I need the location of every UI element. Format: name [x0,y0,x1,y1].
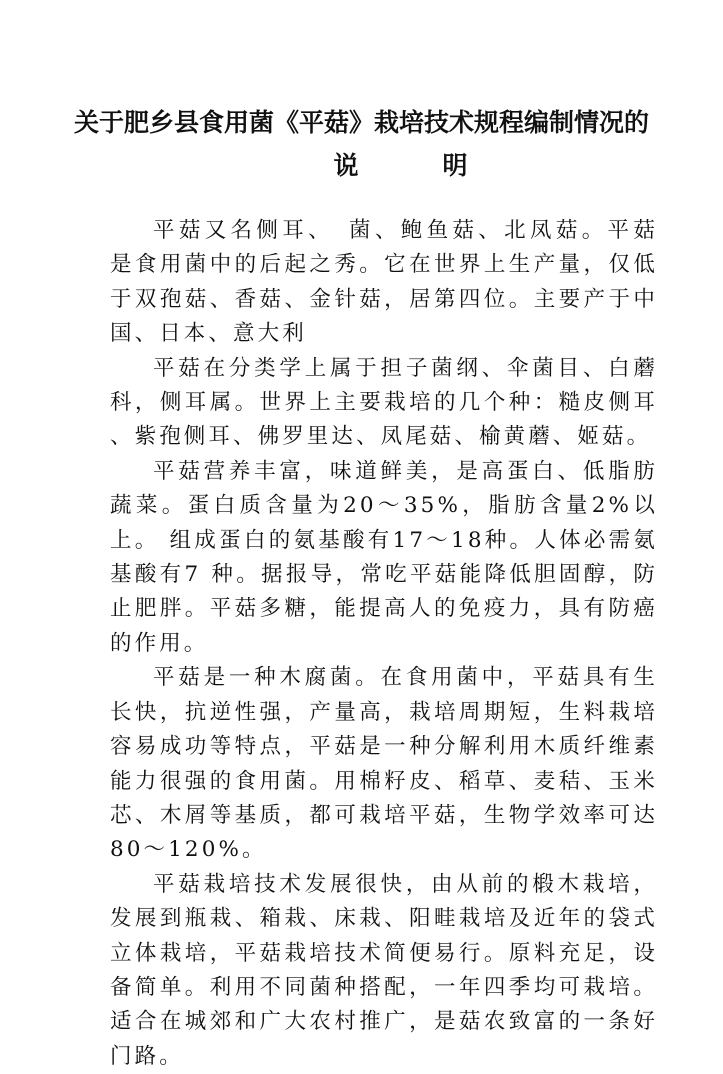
document-body [110,214,658,1074]
paragraph-1: 平菇又名侧耳、 菌、鲍鱼菇、北凤菇。平菇是食用菌中的后起之秀。它在世界上生产量，仅低于双孢菇、香菇、金针菇，居第四位。主要产于中国、日本、意大利 [110,218,658,347]
document-title-char-1: 说 [333,151,361,180]
document-title-line1: 关于肥乡县食用菌《平菇》栽培技术规程编制情况的 [73,108,649,137]
paragraph-5: 平菇栽培技术发展很快，由从前的椴木栽培，发展到瓶栽、箱栽、床栽、阳畦栽培及近年的袋式立体栽培，平菇栽培技术简便易行。原料充足，设备简单。利用不同菌种搭配，一年四季均可栽培。适合在城郊和广大农村推广，是菇农致富的一条好门路。 [110,871,658,1069]
paragraph-3: 平菇营养丰富，味道鲜美，是高蛋白、低脂肪蔬菜。蛋白质含量为20～35%，脂肪含量2%以上。 组成蛋白的氨基酸有17～18种。人体必需氨基酸有7 种。据报导，常吃平菇能降低胆固醇，防止肥胖。平菇多糖，能提高人的免疫力，具有防癌的作用。 [110,458,658,656]
document-title-line2 [40,146,723,182]
document-title-char-2: 明 [442,151,470,180]
paragraph-2: 平菇在分类学上属于担子菌纲、伞菌目、白蘑科，侧耳属。世界上主要栽培的几个种：糙皮侧耳、紫孢侧耳、佛罗里达、凤尾菇、榆黄蘑、姬菇。 [110,355,658,450]
paragraph-4: 平菇是一种木腐菌。在食用菌中，平菇具有生长快，抗逆性强，产量高，栽培周期短，生料栽培容易成功等特点，平菇是一种分解利用木质纤维素能力很强的食用菌。用棉籽皮、稻草、麦秸、玉米芯、木屑等基质，都可栽培平菇，生物学效率可达80～120%。 [110,665,658,863]
